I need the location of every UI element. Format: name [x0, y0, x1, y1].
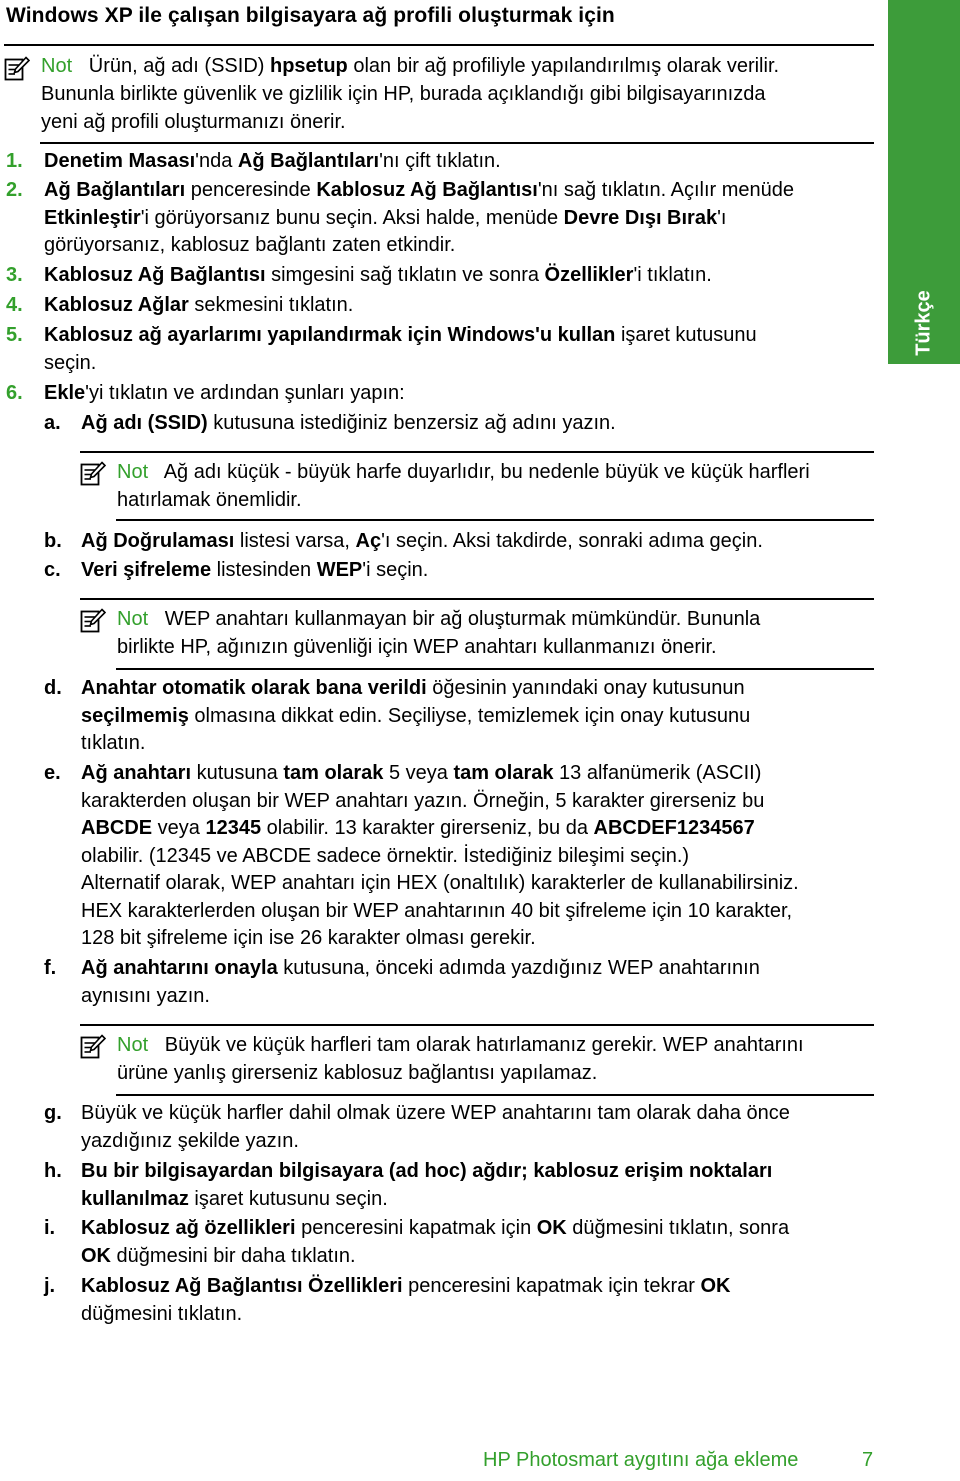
- substep-f-letter: f.: [44, 957, 57, 979]
- step-5-line-1: Kablosuz ağ ayarlarımı yapılandırmak için Windows'u kullan işaret kutusunu: [44, 324, 757, 346]
- note-4-line-1: Not Büyük ve küçük harfleri tam olarak hatırlamanız gerekir. WEP anahtarını: [117, 1034, 804, 1056]
- note-label: Not: [117, 461, 149, 483]
- substep-f-line-2: aynısını yazın.: [81, 985, 210, 1007]
- substep-h-line-1: Bu bir bilgisayardan bilgisayara (ad hoc) ağdır; kablosuz erişim noktaları: [81, 1160, 773, 1182]
- substep-j-line-2: düğmesini tıklatın.: [81, 1303, 243, 1325]
- note-4-line-2: ürüne yanlış girerseniz kablosuz bağlantısı yapılamaz.: [117, 1062, 598, 1084]
- substep-g-line-1: Büyük ve küçük harfler dahil olmak üzere WEP anahtarını tam olarak daha önce: [81, 1102, 790, 1124]
- substep-b-text: Ağ Doğrulaması listesi varsa, Aç'ı seçin. Aksi takdirde, sonraki adıma geçin.: [81, 530, 763, 552]
- language-tab-label: Türkçe: [912, 290, 935, 356]
- note-1-line-3: yeni ağ profili oluşturmanızı önerir.: [41, 111, 346, 133]
- language-tab: [888, 0, 960, 364]
- substep-e-line-3: ABCDE veya 12345 olabilir. 13 karakter girerseniz, bu da ABCDEF1234567: [81, 817, 755, 839]
- step-3-text: Kablosuz Ağ Bağlantısı simgesini sağ tıklatın ve sonra Özellikler'i tıklatın.: [44, 264, 712, 286]
- step-5-line-2: seçin.: [44, 352, 97, 374]
- note-icon: [80, 461, 106, 487]
- note-label: Not: [41, 55, 73, 77]
- substep-e-line-1: Ağ anahtarı kutusuna tam olarak 5 veya tam olarak 13 alfanümerik (ASCII): [81, 762, 762, 784]
- step-2-line-2: Etkinleştir'i görüyorsanız bunu seçin. Aksi halde, menüde Devre Dışı Bırak'ı: [44, 207, 727, 229]
- step-4-number: 4.: [6, 294, 23, 316]
- substep-e-line-5: Alternatif olarak, WEP anahtarı için HEX (onaltılık) karakterler de kullanabilirsiniz.: [81, 872, 799, 894]
- note-label: Not: [117, 608, 149, 630]
- substep-b-letter: b.: [44, 530, 62, 552]
- substep-e-line-7: 128 bit şifreleme için ise 26 karakter olması gerekir.: [81, 927, 536, 949]
- substep-j-line-1: Kablosuz Ağ Bağlantısı Özellikleri penceresini kapatmak için tekrar OK: [81, 1275, 731, 1297]
- substep-h-letter: h.: [44, 1160, 62, 1182]
- step-3-number: 3.: [6, 264, 23, 286]
- step-1-number: 1.: [6, 150, 23, 172]
- note-4-top-rule: [80, 1024, 874, 1026]
- note-3-bottom-rule: [116, 668, 874, 670]
- page-number: 7: [862, 1449, 874, 1471]
- note-icon: [80, 608, 106, 634]
- substep-e-line-2: karakterden oluşan bir WEP anahtarı yazın. Örneğin, 5 karakter girerseniz bu: [81, 790, 765, 812]
- substep-i-line-1: Kablosuz ağ özellikleri penceresini kapatmak için OK düğmesini tıklatın, sonra: [81, 1217, 790, 1239]
- substep-a-text: Ağ adı (SSID) kutusuna istediğiniz benzersiz ağ adını yazın.: [81, 412, 616, 434]
- note-3-top-rule: [80, 598, 874, 600]
- step-1-text: Denetim Masası'nda Ağ Bağlantıları'nı çift tıklatın.: [44, 150, 501, 172]
- note-icon: [4, 56, 30, 82]
- note-3-line-2: birlikte HP, ağınızın güvenliği için WEP anahtarı kullanmanızı önerir.: [117, 636, 717, 658]
- step-5-number: 5.: [6, 324, 23, 346]
- note-1-rule: [40, 142, 874, 144]
- footer-section-title: HP Photosmart aygıtını ağa ekleme: [483, 1449, 799, 1471]
- substep-d-line-2: seçilmemiş olmasına dikkat edin. Seçiliyse, temizlemek için onay kutusunu: [81, 705, 751, 727]
- substep-g-letter: g.: [44, 1102, 62, 1124]
- substep-c-letter: c.: [44, 559, 61, 581]
- step-4-text: Kablosuz Ağlar sekmesini tıklatın.: [44, 294, 354, 316]
- step-2-number: 2.: [6, 179, 23, 201]
- note-2-top-rule: [80, 451, 874, 453]
- substep-j-letter: j.: [44, 1275, 56, 1297]
- substep-d-line-1: Anahtar otomatik olarak bana verildi öğesinin yanındaki onay kutusunun: [81, 677, 745, 699]
- step-2-line-1: Ağ Bağlantıları penceresinde Kablosuz Ağ Bağlantısı'nı sağ tıklatın. Açılır menüde: [44, 179, 795, 201]
- substep-i-letter: i.: [44, 1217, 56, 1239]
- note-2-line-1: Not Ağ adı küçük - büyük harfe duyarlıdır, bu nedenle büyük ve küçük harfleri: [117, 461, 810, 483]
- note-label: Not: [117, 1034, 149, 1056]
- step-6-number: 6.: [6, 382, 23, 404]
- title-rule: [4, 44, 874, 46]
- note-1-line-2: Bununla birlikte güvenlik ve gizlilik için HP, burada açıklandığı gibi bilgisayarınızda: [41, 83, 766, 105]
- substep-d-line-3: tıklatın.: [81, 732, 146, 754]
- substep-f-line-1: Ağ anahtarını onayla kutusuna, önceki adımda yazdığınız WEP anahtarının: [81, 957, 760, 979]
- step-6-text: Ekle'yi tıklatın ve ardından şunları yapın:: [44, 382, 405, 404]
- note-3-line-1: Not WEP anahtarı kullanmayan bir ağ oluşturmak mümkündür. Bununla: [117, 608, 761, 630]
- step-2-line-3: görüyorsanız, kablosuz bağlantı zaten etkindir.: [44, 234, 456, 256]
- substep-e-letter: e.: [44, 762, 61, 784]
- note-1-line-1: Not Ürün, ağ adı (SSID) hpsetup olan bir ağ profiliyle yapılandırılmış olarak verilir.: [41, 55, 780, 77]
- substep-g-line-2: yazdığınız şekilde yazın.: [81, 1130, 299, 1152]
- note-icon: [80, 1034, 106, 1060]
- page-title: Windows XP ile çalışan bilgisayara ağ profili oluşturmak için: [6, 4, 615, 27]
- substep-i-line-2: OK düğmesini bir daha tıklatın.: [81, 1245, 356, 1267]
- note-4-bottom-rule: [116, 1094, 874, 1096]
- substep-d-letter: d.: [44, 677, 62, 699]
- substep-e-line-4: olabilir. (12345 ve ABCDE sadece örnektir. İstediğiniz bileşimi seçin.): [81, 845, 690, 867]
- substep-e-line-6: HEX karakterlerden oluşan bir WEP anahtarının 40 bit şifreleme için 10 karakter,: [81, 900, 793, 922]
- note-2-line-2: hatırlamak önemlidir.: [117, 489, 302, 511]
- substep-a-letter: a.: [44, 412, 61, 434]
- substep-c-text: Veri şifreleme listesinden WEP'i seçin.: [81, 559, 429, 581]
- substep-h-line-2: kullanılmaz işaret kutusunu seçin.: [81, 1188, 388, 1210]
- note-2-bottom-rule: [116, 519, 874, 521]
